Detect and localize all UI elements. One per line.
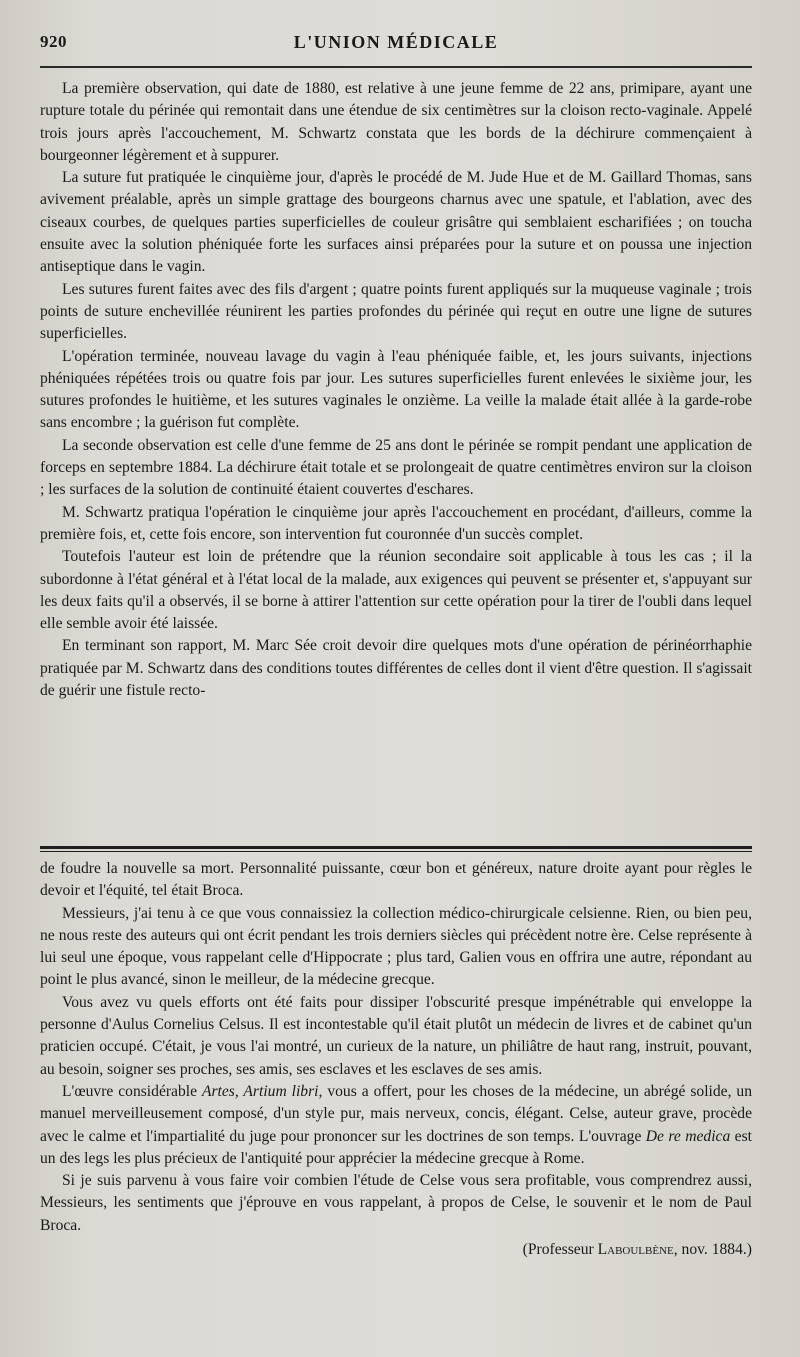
report-paragraph: La première observation, qui date de 1880, est relative à une jeune femme de 22 ans, primipare, ayant une rupture totale du périnée qui remontait dans une étendue de six centimètres sur la cloison recto-vaginale. Appelé trois jours après l'accouchement, M. Schwartz constata que les bords de la déchirure commençaient à bourgeonner légèrement et à suppurer. xyxy=(40,80,752,164)
signature-open: (Professeur xyxy=(522,1241,598,1259)
report-paragraph: La suture fut pratiquée le cinquième jour, d'après le procédé de M. Jude Hue et de M. Gaillard Thomas, sans avivement préalable, après un simple grattage des bourgeons charnus avec une spatule, et l'ablation, avec des ciseaux courbes, de quelques parties superficielles de couleur grisâtre qui semblaient escharifiées ; on toucha ensuite avec la solution phéniquée forte les surfaces ainsi préparées pour la suture et on poussa une injection antiseptique dans le vagin. xyxy=(40,169,752,276)
page-number: 920 xyxy=(40,32,67,51)
eulogy-paragraph: de foudre la nouvelle sa mort. Personnalité puissante, cœur bon et généreux, nature droite ayant pour règles le devoir et l'équité, tel était Broca. xyxy=(40,860,752,900)
header-rule xyxy=(40,66,752,68)
report-paragraph: Les sutures furent faites avec des fils d'argent ; quatre points furent appliqués sur la muqueuse vaginale ; trois points de suture enchevillée réunirent les parties profondes du périnée qui reçut en outre une ligne de sutures superficielles. xyxy=(40,280,752,343)
text-run: est un des legs les plus précieux de l'antiquité pour apprécier la médecine grecque à Rome. xyxy=(40,1127,752,1167)
report-paragraph: M. Schwartz pratiqua l'opération le cinquième jour après l'accouchement en procédant, d'ailleurs, comme la première fois, et, cette fois encore, son intervention fut couronnée d'un succès complet. xyxy=(40,503,752,543)
section-divider xyxy=(40,846,752,852)
book-title: Artes, Artium libri, xyxy=(201,1082,323,1100)
eulogy-paragraph: Si je suis parvenu à vous faire voir combien l'étude de Celse vous sera profitable, vous comprendrez aussi, Messieurs, les sentiments que j'éprouve en vous rappelant, à propos de Celse, le souvenir et le nom de Paul Broca. xyxy=(40,1172,752,1234)
journal-title: L'UNION MÉDICALE xyxy=(293,32,499,52)
eulogy-paragraph xyxy=(40,1081,752,1170)
eulogy-section xyxy=(40,858,752,1261)
running-head xyxy=(40,30,752,56)
text-run: L'œuvre considérable xyxy=(62,1082,202,1100)
report-paragraph: Toutefois l'auteur est loin de prétendre que la réunion secondaire soit applicable à tous les cas ; il la subordonne à l'état général et à l'état local de la malade, aux exigences qui peuvent se présenter et, s'appuyant sur les deux faits qu'il a observés, il se borne à attirer l'attention sur cette opération pour la tirer de l'oubli dans lequel elle semble avoir été laissée. xyxy=(40,548,752,633)
report-paragraph: L'opération terminée, nouveau lavage du vagin à l'eau phéniquée faible, et, les jours suivants, injections phéniquées répétées trois ou quatre fois par jour. Les sutures superficielles furent enlevées le sixième jour, les sutures profondes le huitième, et les sutures vaginales le onzième. La veille la malade était allée à la garde-robe sans encombre ; la guérison fut complète. xyxy=(40,347,752,432)
report-paragraph: La seconde observation est celle d'une femme de 25 ans dont le périnée se rompit pendant une application de forceps en septembre 1884. La déchirure était totale et se prolongeait de quatre centimètres environ sur la cloison ; les surfaces de la solution de continuité étaient couvertes d'eschares. xyxy=(40,436,752,499)
eulogy-paragraph: Messieurs, j'ai tenu à ce que vous connaissiez la collection médico-chirurgicale celsienne. Rien, ou bien peu, ne nous reste des auteurs qui ont écrit pendant les trois derniers siècles qui précèdent notre ère. Celse représente à lui seul une époque, vous rappelant celle d'Hippocrate ; plus tard, Galien vous en offrira une autre, répondant au point le plus avancé, sinon le meilleur, de la médecine grecque. xyxy=(40,904,752,989)
eulogy-paragraph: Vous avez vu quels efforts ont été faits pour dissiper l'obscurité presque impénétrable qui enveloppe la personne d'Aulus Cornelius Celsus. Il est incontestable qu'il était plutôt un médecin de livres et de cabinet qu'un praticien occupé. C'était, je vous l'ai montré, un curieux de la nature, un philiâtre de haut rang, instruit, pouvant, au besoin, soigner ses proches, ses amis, ses esclaves et les esclaves de ses amis. xyxy=(40,993,752,1078)
signature-name: Laboulbène xyxy=(597,1241,674,1259)
report-section xyxy=(40,78,752,838)
signature xyxy=(40,1239,752,1261)
text-run: vous a offert, pour les choses de la médecine, un abrégé solide, un manuel merveilleusement composé, d'un style pur, mais nerveux, concis, élégant. Celse, auteur grave, procède avec le calme et l'impartialité du juge pour prononcer sur les doctrines de son temps. L'ouvrage xyxy=(40,1082,753,1145)
book-title: De re medica xyxy=(645,1127,731,1145)
report-paragraph: En terminant son rapport, M. Marc Sée croit devoir dire quelques mots d'une opération de périnéorrhaphie pratiquée par M. Schwartz dans des conditions toutes différentes de celles dont il vient d'être question. Il s'agissait de guérir une fistule recto- xyxy=(40,637,752,700)
signature-date: , nov. 1884.) xyxy=(673,1241,752,1259)
